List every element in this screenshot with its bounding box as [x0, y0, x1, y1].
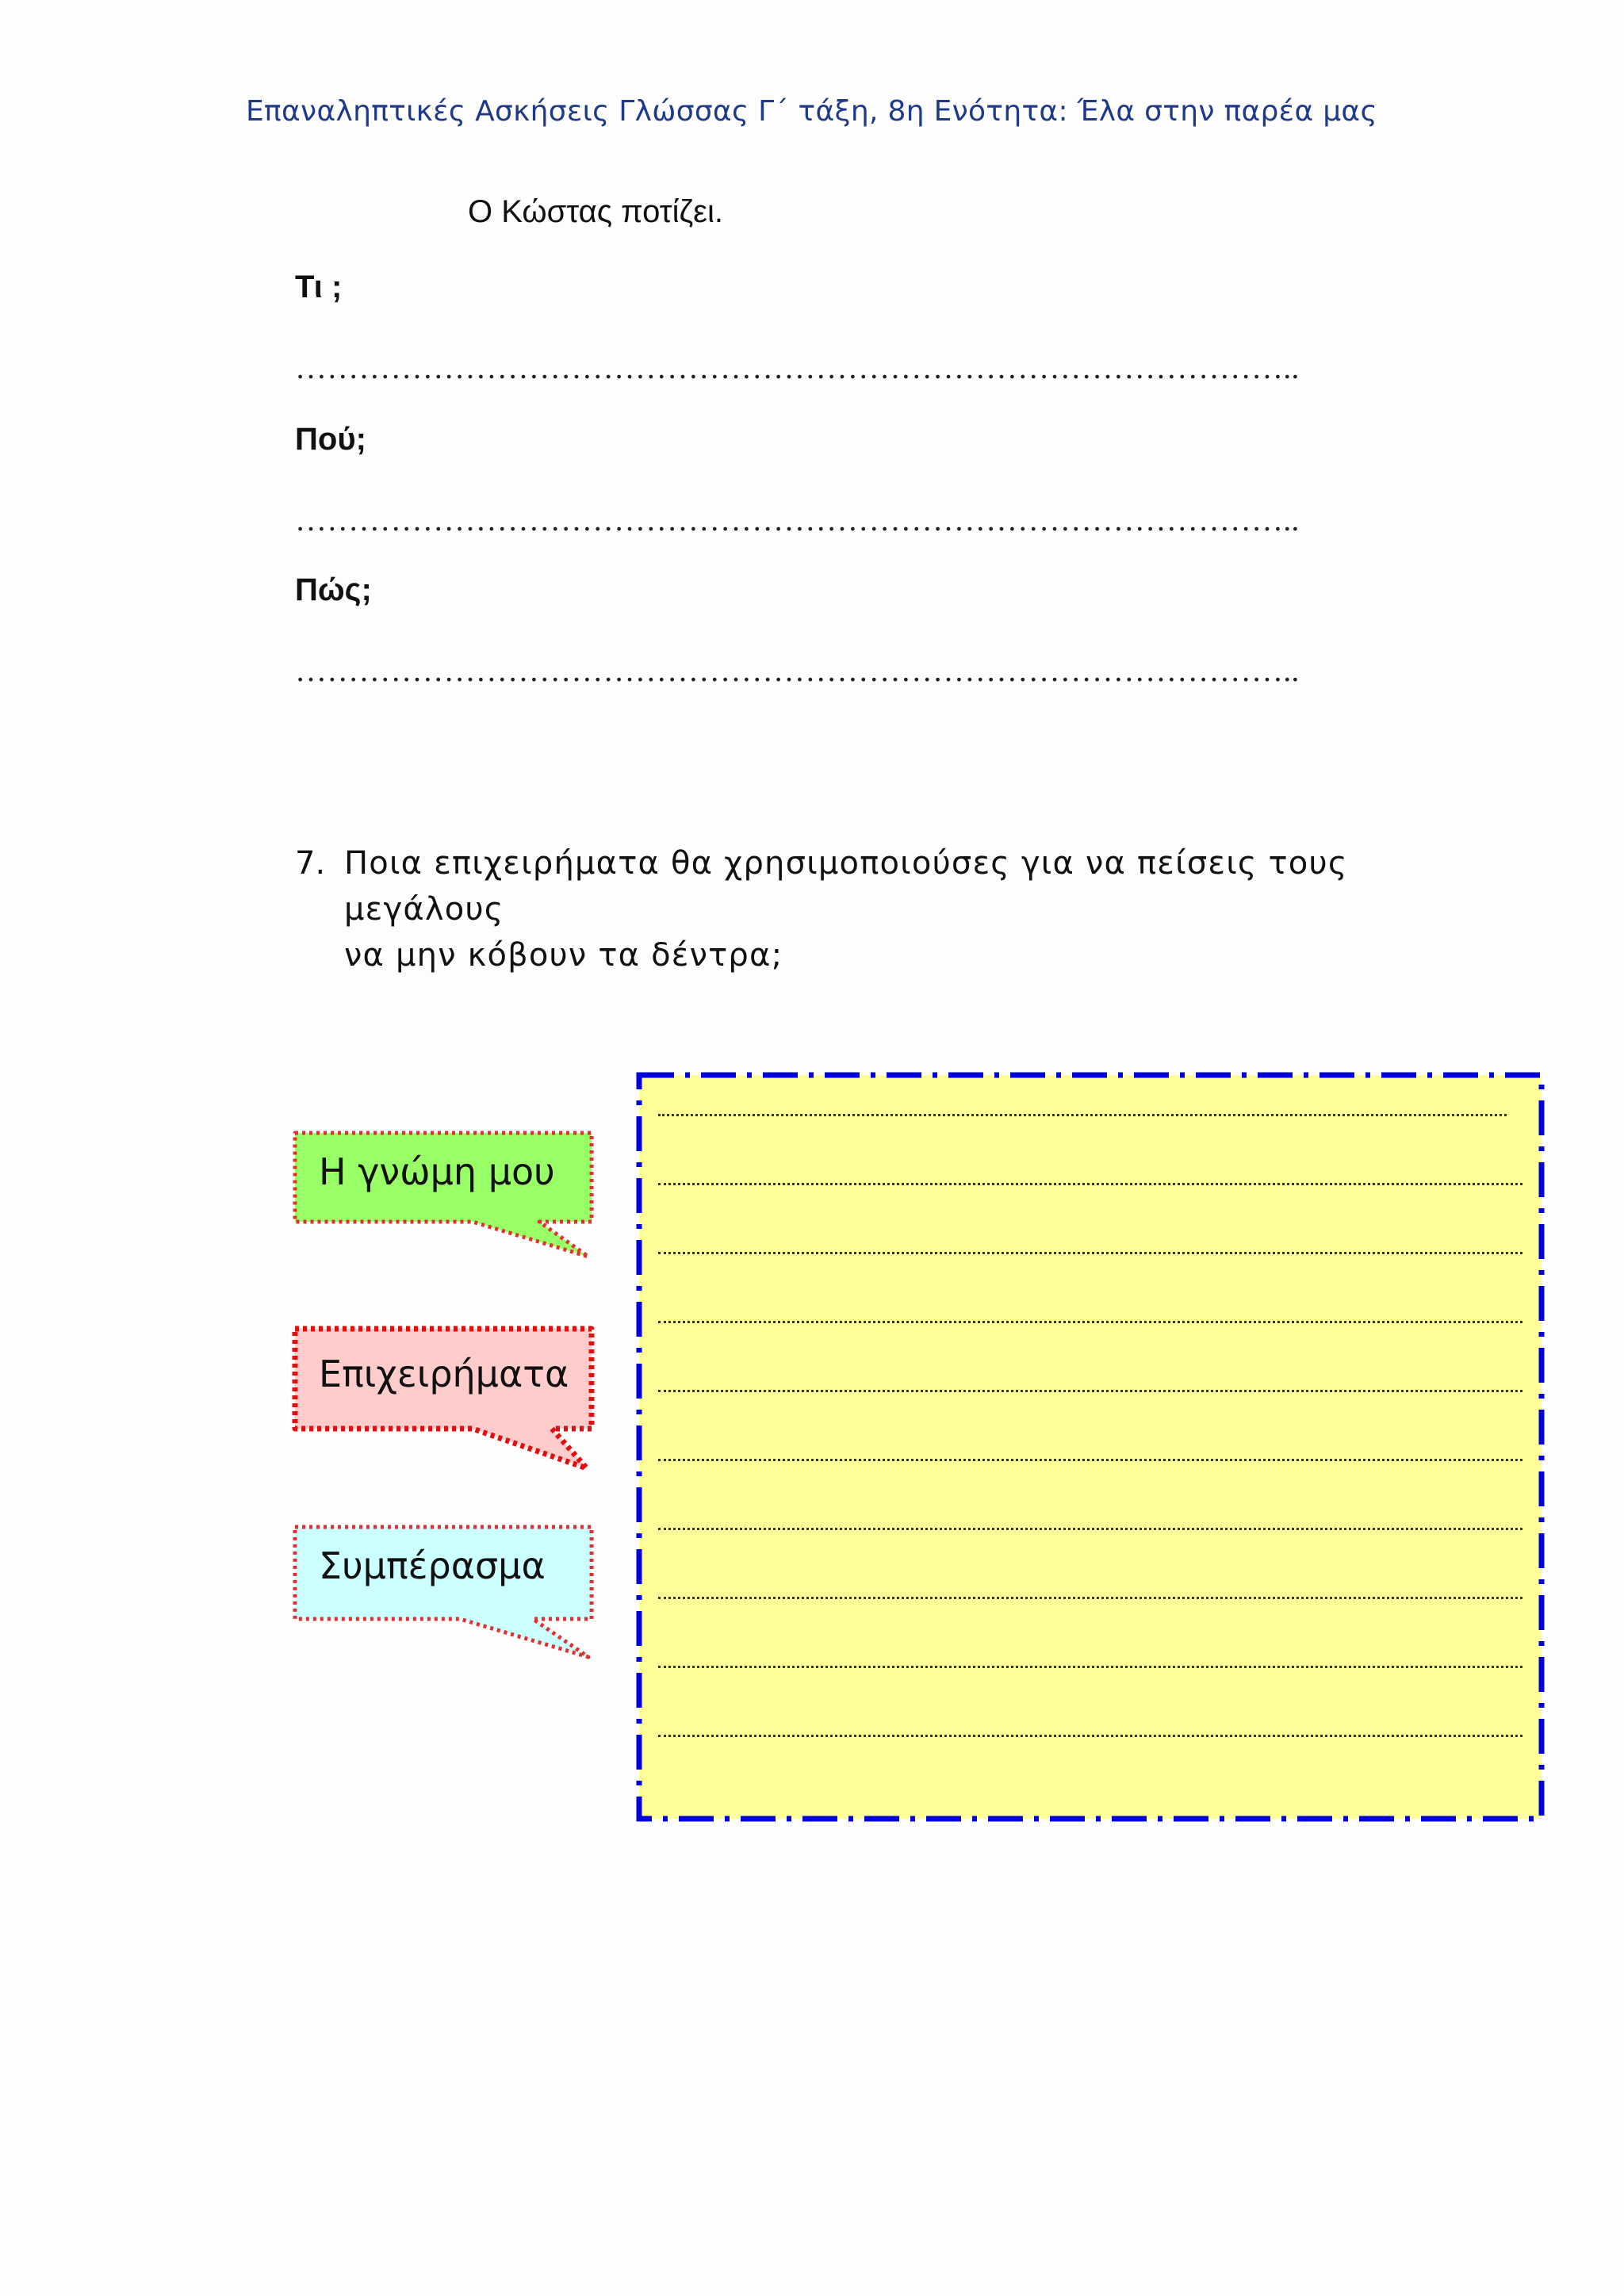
answer-writing-line[interactable]	[658, 1666, 1522, 1668]
opinion-callout	[292, 1130, 601, 1272]
answer-writing-line[interactable]	[658, 1321, 1522, 1323]
arguments-callout-shape	[292, 1326, 601, 1468]
answer-writing-line[interactable]	[658, 1183, 1522, 1185]
answer-line-what[interactable]: …………………………………………………………………………………..	[295, 350, 1300, 385]
exercise-7	[295, 840, 1405, 978]
answer-writing-line[interactable]	[658, 1252, 1522, 1254]
answer-writing-line[interactable]	[658, 1390, 1522, 1392]
exercise-prompt-line-2: να μην κόβουν τα δέντρα;	[344, 937, 783, 974]
answer-writing-line[interactable]	[658, 1735, 1522, 1737]
conclusion-callout	[292, 1524, 601, 1667]
exercise-number: 7.	[295, 845, 326, 882]
answer-writing-area[interactable]	[634, 1070, 1546, 1823]
answer-line-where[interactable]: …………………………………………………………………………………..	[295, 502, 1300, 538]
answer-writing-line[interactable]	[658, 1114, 1507, 1116]
example-sentence: Ο Κώστας ποτίζει.	[468, 194, 723, 229]
question-where: Πού;	[295, 422, 366, 457]
arguments-callout	[292, 1326, 601, 1468]
question-how: Πώς;	[295, 572, 372, 607]
answer-writing-line[interactable]	[658, 1597, 1522, 1599]
page-header: Επαναληπτικές Ασκήσεις Γλώσσας Γ΄ τάξη, 8η Ενότητα: Έλα στην παρέα μας	[246, 95, 1377, 128]
exercise-prompt-line-1: Ποια επιχειρήματα θα χρησιμοποιούσες για να πείσεις τους μεγάλους	[344, 845, 1348, 928]
arguments-callout-label: Επιχειρήματα	[319, 1353, 569, 1395]
conclusion-callout-label: Συμπέρασμα	[319, 1544, 546, 1587]
question-what: Τι ;	[295, 270, 343, 304]
answer-writing-line[interactable]	[658, 1459, 1522, 1461]
answer-writing-line[interactable]	[658, 1528, 1522, 1530]
answer-line-how[interactable]: …………………………………………………………………………………..	[295, 652, 1300, 688]
opinion-callout-label: Η γνώμη μου	[319, 1150, 555, 1193]
